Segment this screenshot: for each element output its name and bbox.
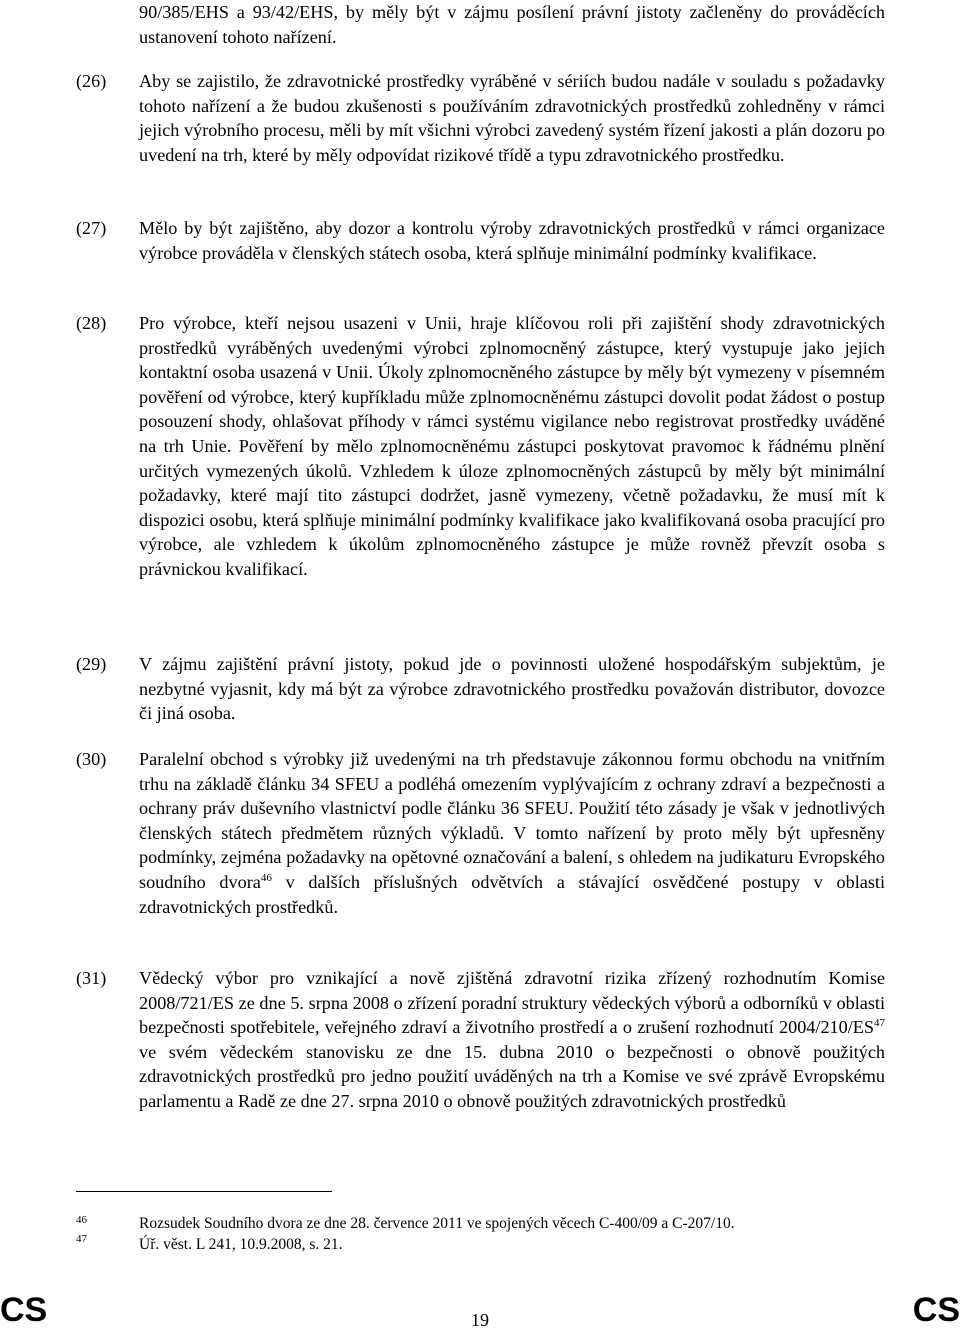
recital-text: V zájmu zajištění právní jistoty, pokud jde o povinnosti uložené hospodářským subjektům, je nezbytné vyjasnit, kdy má být za výrobce zdravotnického prostředku považován distributor, dovozce či jiná osoba. — [139, 654, 885, 724]
recital-text-part: Paralelní obchod s výrobky již uvedenými na trh představuje zákonnou formu obchodu na vnitřním trhu na základě článku 34 SFEU a podléhá omezením vyplývajícím z ochrany zdraví a bezpečnosti a ochrany práv duševního vlastnictví podle článku 36 SFEU. Použití této zásady je však v jednotlivých členských státech předmětem různých výkladů. V tomto nařízení by proto měly být upřesněny podmínky, zejména požadavky na opětovné označování a balení, s ohledem na judikaturu Evropského soudního dvora — [139, 749, 885, 892]
continued-paragraph: 90/385/EHS a 93/42/EHS, by měly být v zájmu posílení právní jistoty začleněny do prováděcích ustanovení tohoto nařízení. — [139, 2, 885, 47]
recital-number: (31) — [76, 968, 107, 988]
footnote-number: 47 — [76, 1233, 87, 1245]
recital-text: Aby se zajistilo, že zdravotnické prostředky vyráběné v sériích budou nadále v souladu s požadavky tohoto nařízení a že budou zkušenosti s používáním zdravotnických prostředků zohledněny v rámci jejich výrobního procesu, měli by mít všichni výrobci zavedený systém řízení jakosti a plán dozoru po uvedení na trh, které by měly odpovídat rizikové třídě a typu zdravotnického prostředku. — [139, 71, 885, 165]
footnote-reference-46[interactable]: 46 — [260, 871, 272, 884]
recital-text — [139, 747, 885, 919]
recital-number: (26) — [76, 71, 107, 91]
recital-number: (30) — [76, 749, 107, 769]
recital-text-part: v dalších příslušných odvětvích a stávající osvědčené postupy v oblasti zdravotnických prostředků. — [139, 871, 885, 917]
recital-text — [139, 966, 885, 1114]
language-code-left: CS — [0, 1291, 48, 1329]
recital-text: Mělo by být zajištěno, aby dozor a kontrolu výroby zdravotnických prostředků v rámci organizace výrobce prováděla v členských státech osoba, která splňuje minimální podmínky kvalifikace. — [139, 218, 885, 263]
footnote-text: Úř. věst. L 241, 10.9.2008, s. 21. — [139, 1236, 343, 1253]
footnote-separator — [76, 1191, 332, 1192]
recital-text-part: Vědecký výbor pro vznikající a nově zjištěná zdravotní rizika zřízený rozhodnutím Komise 2008/721/ES ze dne 5. srpna 2008 o zřízení poradní struktury vědeckých výborů a odborníků v oblasti bezpečnosti spotřebitele, veřejného zdraví a životního prostředí a o zrušení rozhodnutí 2004/210/ES — [139, 968, 885, 1038]
footnote-reference-47[interactable]: 47 — [874, 1017, 885, 1030]
page-number: 19 — [471, 1310, 489, 1330]
footnote-number: 46 — [76, 1214, 87, 1226]
footnote-text: Rozsudek Soudního dvora ze dne 28. července 2011 ve spojených věcech C-400/09 a C-207/10. — [139, 1215, 735, 1232]
recital-text-part: ve svém vědeckém stanovisku ze dne 15. dubna 2010 o bezpečnosti o obnově použitých zdravotnických prostředků pro jedno použití uváděných na trh a Komise ve své zprávě Evropskému parlamentu a Radě ze dne 27. srpna 2010 o obnově použitých zdravotnických prostředků — [139, 1041, 885, 1111]
recital-text: Pro výrobce, kteří nejsou usazeni v Unii, hraje klíčovou roli při zajištění shody zdravotnických prostředků vyráběných uvedenými výrobci zplnomocněný zástupce, který vystupuje jako jejich kontaktní osoba usazená v Unii. Úkoly zplnomocněného zástupce by měly být vymezeny v písemném pověření od výrobce, který kupříkladu může zplnomocněnému zástupci dovolit podat žádost o postup posouzení shody, ohlašovat příhody v rámci systému vigilance nebo registrovat prostředky uváděné na trh Unie. Pověření by mělo zplnomocněnému zástupci poskytovat pravomoc k řádnému plnění určitých vymezených úkolů. Vzhledem k úloze zplnomocněných zástupců by měly být minimální požadavky, které mají tito zástupci dodržet, jasně vymezeny, včetně požadavku, že musí mít k dispozici osobu, která splňuje minimální podmínky kvalifikace jako kvalifikovaná osoba pracující pro výrobce, ale vzhledem k úkolům zplnomocněného zástupce je může rovněž převzít osoba s právnickou kvalifikací. — [139, 313, 885, 579]
recital-number: (28) — [76, 313, 107, 333]
language-code-right: CS — [912, 1291, 960, 1329]
recital-number: (29) — [76, 654, 107, 674]
recital-number: (27) — [76, 218, 107, 238]
